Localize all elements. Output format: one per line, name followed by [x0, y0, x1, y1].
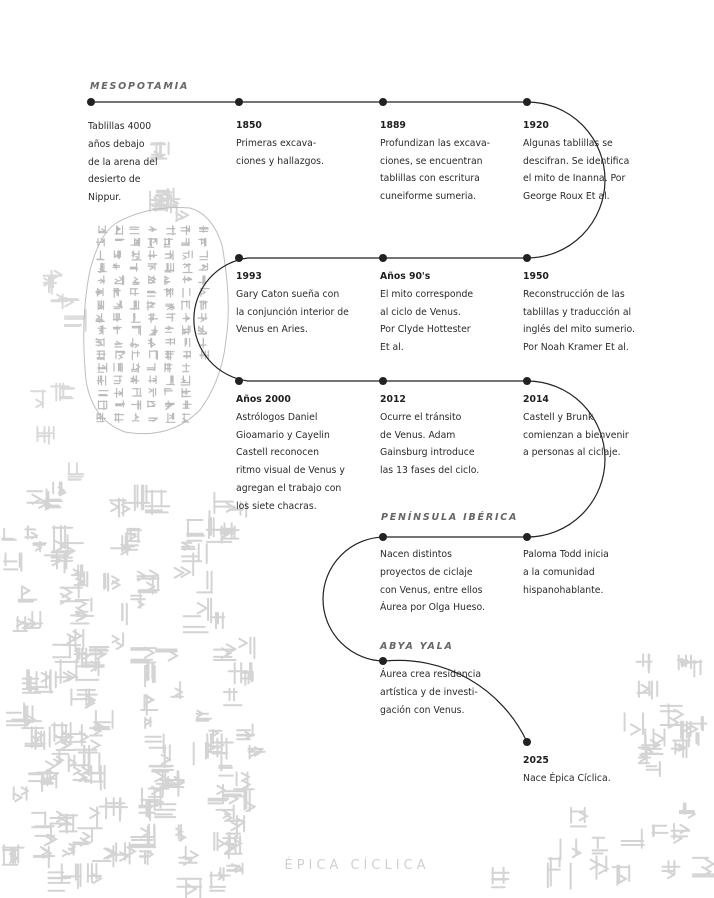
event-text-line: ritmo visual de Venus y — [236, 465, 345, 477]
event-text-line: Áurea crea residencia — [380, 669, 482, 680]
timeline-event — [380, 391, 479, 480]
footer-wordmark: ÉPICA CÍCLICA — [284, 858, 430, 873]
timeline-event — [523, 117, 629, 206]
event-text-line: Áurea por Olga Hueso. — [380, 602, 485, 614]
event-text-line: Nace Épica Cíclica. — [523, 772, 611, 784]
event-year: 2025 — [523, 755, 549, 766]
timeline-event — [380, 546, 485, 617]
timeline-dot — [235, 98, 243, 106]
event-text-line: comienzan a bienvenir — [523, 429, 629, 441]
timeline-event — [523, 268, 635, 357]
timeline-event — [380, 117, 490, 206]
timeline-event — [236, 268, 349, 339]
event-text-line: Astrólogos Daniel — [236, 411, 318, 423]
event-text-line: agregan el trabajo con — [236, 482, 342, 494]
event-text-line: Por Clyde Hottester — [380, 324, 471, 336]
timeline-dot — [379, 533, 387, 541]
event-year: Años 2000 — [236, 394, 291, 405]
event-text-line: Gainsburg introduce — [380, 447, 475, 459]
event-text-line: Gary Caton sueña con — [236, 288, 340, 300]
timeline-event — [380, 268, 473, 357]
event-text-line: proyectos de ciclaje — [380, 566, 473, 578]
event-text-line: hispanohablante. — [523, 584, 604, 596]
event-year: Años 90's — [380, 271, 431, 282]
event-text-line: con Venus, entre ellos — [380, 584, 483, 596]
region-label-peninsula-iberica: PENÍNSULA IBÉRICA — [381, 512, 519, 523]
timeline-dot — [379, 377, 387, 385]
event-text-line: cuneiforme sumeria. — [380, 191, 477, 203]
region-label-abya-yala: ABYA YALA — [380, 641, 454, 652]
event-text-line: Algunas tablillas se — [523, 137, 613, 149]
event-text-line: Paloma Todd inicia — [523, 549, 609, 560]
timeline-dot — [235, 377, 243, 385]
timeline-dot — [523, 533, 531, 541]
event-text-line: Nacen distintos — [380, 549, 452, 560]
event-text-line: Nippur. — [88, 192, 122, 204]
timeline-dot — [523, 377, 531, 385]
region-label-mesopotamia: MESOPOTAMIA — [90, 81, 190, 92]
event-text-line: tablillas y traducción al — [523, 306, 632, 318]
event-text-line: tablillas con escritura — [380, 173, 480, 185]
event-text-line: Tablillas 4000 — [88, 121, 152, 132]
event-text-line: inglés del mito sumerio. — [523, 324, 635, 336]
timeline-event — [523, 752, 611, 788]
event-text-line: las 13 fases del ciclo. — [380, 465, 480, 477]
event-year: 1850 — [236, 120, 262, 131]
event-text-line: a personas al ciclaje. — [523, 447, 621, 459]
event-text-line: ciones, se encuentran — [380, 155, 483, 167]
timeline-dot — [523, 254, 531, 262]
event-text-line: descifran. Se identifica — [523, 155, 630, 167]
timeline-dot — [379, 254, 387, 262]
event-text-line: George Roux Et al. — [523, 191, 610, 203]
event-year: 1950 — [523, 271, 549, 282]
event-text-line: ciones y hallazgos. — [236, 155, 324, 167]
event-text-line: El mito corresponde — [380, 288, 474, 300]
event-year: 1920 — [523, 120, 549, 131]
timeline-event — [236, 117, 324, 170]
timeline-event — [523, 546, 609, 599]
event-text-line: Profundizan las excava- — [380, 137, 491, 149]
timeline-event — [380, 666, 481, 719]
event-text-line: Ocurre el tránsito — [380, 411, 462, 423]
event-text-line: Por Noah Kramer Et al. — [523, 342, 629, 354]
event-text-line: Castell y Brunk — [523, 411, 594, 423]
event-text-line: años debajo — [88, 138, 145, 150]
timeline-dot — [523, 98, 531, 106]
event-text-line: Primeras excava- — [236, 137, 317, 149]
event-text-line: desierto de — [88, 174, 141, 186]
event-text-line: Venus en Aries. — [236, 324, 308, 336]
event-text-line: gación con Venus. — [380, 704, 465, 716]
event-year: 2014 — [523, 394, 549, 405]
event-year: 1993 — [236, 271, 262, 282]
event-text-line: Et al. — [380, 342, 404, 354]
timeline-event — [88, 118, 158, 207]
event-year: 1889 — [380, 120, 406, 131]
timeline-dot — [87, 98, 95, 106]
event-text-line: el mito de Inanna. Por — [523, 173, 626, 185]
timeline-dot — [379, 657, 387, 665]
timeline-event — [236, 391, 345, 516]
event-text-line: Reconstrucción de las — [523, 288, 625, 300]
event-text-line: Gioamario y Cayelin — [236, 429, 330, 441]
event-text-line: de la arena del — [88, 156, 158, 168]
event-text-line: de Venus. Adam — [380, 429, 456, 441]
timeline-dot — [379, 98, 387, 106]
event-text-line: los siete chacras. — [236, 500, 317, 512]
event-text-line: artística y de investi- — [380, 686, 478, 698]
event-text-line: a la comunidad — [523, 566, 595, 578]
timeline-event — [523, 391, 629, 462]
event-text-line: Castell reconocen — [236, 447, 319, 459]
timeline-dot — [235, 254, 243, 262]
event-text-line: la conjunción interior de — [236, 306, 349, 318]
timeline-dot — [523, 738, 531, 746]
event-text-line: al ciclo de Venus. — [380, 306, 461, 318]
event-year: 2012 — [380, 394, 406, 405]
